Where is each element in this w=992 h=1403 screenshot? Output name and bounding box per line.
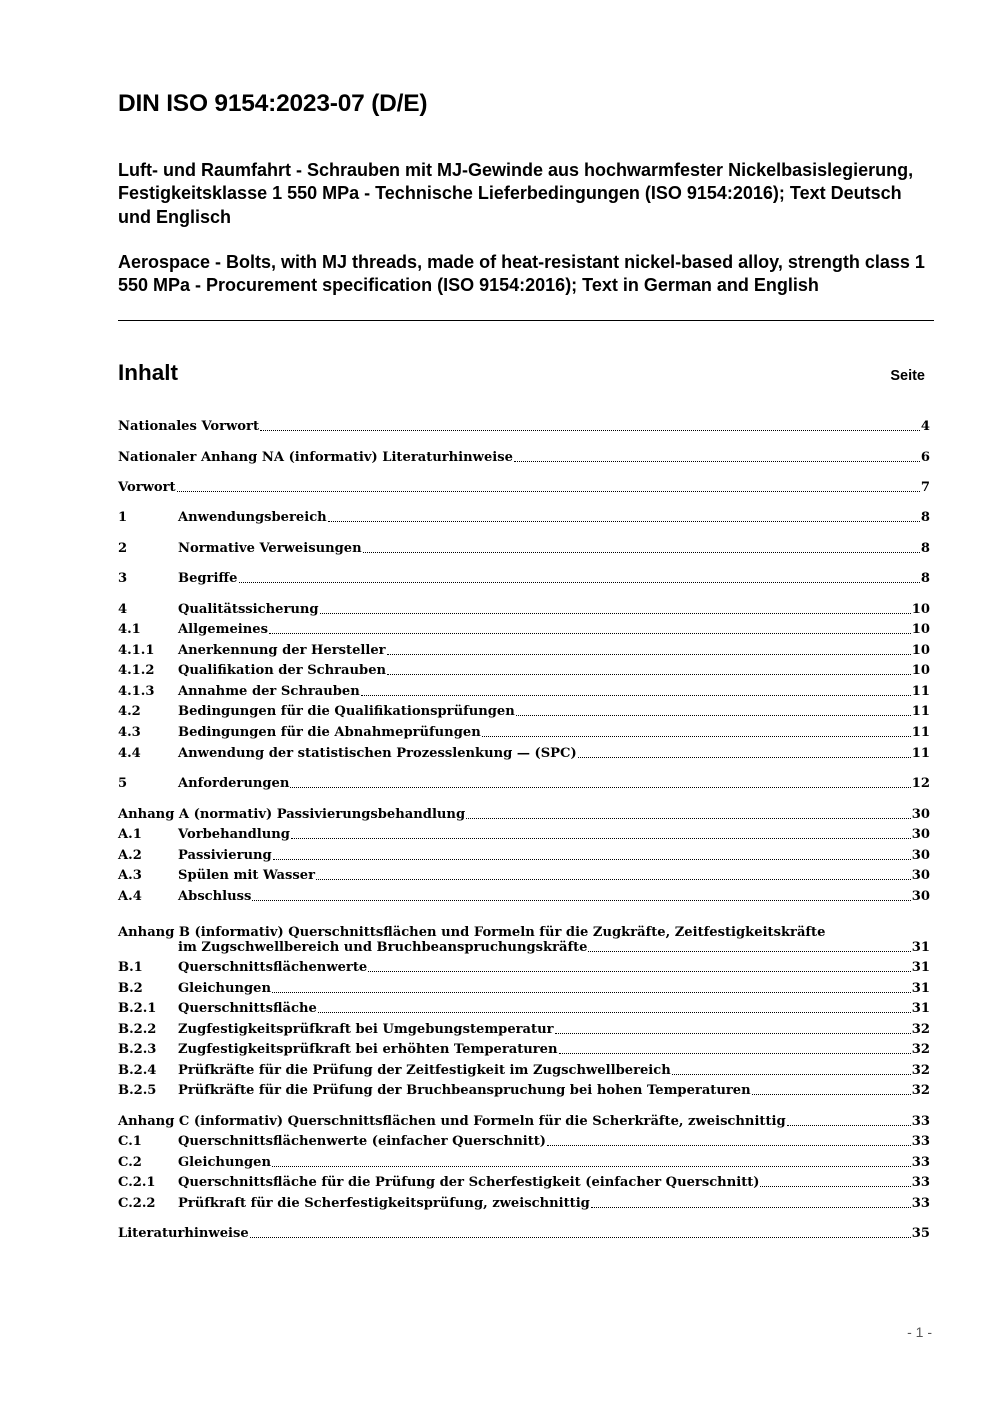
toc-leader-dots	[290, 787, 910, 788]
toc-entry-number: 4.1.2	[118, 663, 155, 678]
toc-entry[interactable]	[118, 639, 930, 658]
toc-entry-number: 4.1	[118, 622, 141, 637]
toc-entry-title: Nationaler Anhang NA (informativ) Literaturhinweise	[118, 450, 513, 465]
toc-entry-page: 8	[920, 510, 930, 525]
toc-entry-page: 33	[911, 1196, 930, 1211]
document-title: DIN ISO 9154:2023-07 (D/E)	[118, 90, 428, 117]
toc-entry-number: A.4	[118, 889, 142, 904]
toc-entry[interactable]	[118, 823, 930, 842]
toc-entry-title: Normative Verweisungen	[178, 541, 362, 556]
toc-leader-dots	[269, 633, 911, 634]
toc-entry-page: 8	[920, 571, 930, 586]
toc-entry-number: C.2.1	[118, 1175, 156, 1190]
toc-entry-page: 33	[911, 1155, 930, 1170]
title-english: Aerospace - Bolts, with MJ threads, made of heat-resistant nickel-based alloy, strength class 1 550 MPa - Procurement specification (ISO 9154:2016); Text in German and English	[118, 252, 925, 296]
toc-leader-dots	[291, 838, 911, 839]
toc-entry-number: 4.4	[118, 746, 141, 761]
toc-entry-title: Anhang A (normativ) Passivierungsbehandlung	[118, 807, 466, 822]
toc-entry-title: Passivierung	[178, 848, 272, 863]
toc-leader-dots	[316, 879, 911, 880]
toc-leader-dots	[578, 757, 911, 758]
toc-leader-dots	[177, 491, 920, 492]
toc-entry-page: 30	[911, 827, 930, 842]
toc-entry[interactable]	[118, 1038, 930, 1057]
toc-entry[interactable]	[118, 1130, 930, 1149]
toc-entry[interactable]	[118, 476, 930, 495]
toc-entry-number: C.2	[118, 1155, 142, 1170]
toc-entry[interactable]	[118, 1192, 930, 1211]
toc-entry[interactable]	[118, 721, 930, 740]
toc-entry-title: Gleichungen	[178, 1155, 271, 1170]
toc-entry[interactable]	[118, 446, 930, 465]
page-number: - 1 -	[907, 1324, 932, 1340]
toc-entry-title: Qualitätssicherung	[178, 602, 319, 617]
toc-entry-number: B.2.5	[118, 1083, 157, 1098]
toc-entry[interactable]	[118, 1171, 930, 1190]
toc-entry-page: 10	[911, 643, 930, 658]
toc-entry[interactable]	[118, 659, 930, 678]
toc-entry-number: 3	[118, 571, 128, 586]
toc-entry-number: 5	[118, 776, 128, 791]
toc-leader-dots	[787, 1125, 911, 1126]
toc-entry-number: A.1	[118, 827, 142, 842]
toc-entry-title: Anhang B (informativ) Querschnittsflächen und Formeln für die Zugkräfte, Zeitfestigkeitskräfte	[118, 925, 826, 940]
toc-entry[interactable]	[118, 956, 930, 975]
toc-entry-number: 4.3	[118, 725, 141, 740]
toc-entry[interactable]	[118, 742, 930, 761]
toc-entry[interactable]	[118, 1222, 930, 1241]
toc-entry-title-continued: im Zugschwellbereich und Bruchbeanspruchungskräfte	[178, 940, 588, 955]
toc-entry-page: 6	[920, 450, 930, 465]
toc-entry-title: Begriffe	[178, 571, 238, 586]
toc-entry-number: 4.1.3	[118, 684, 155, 699]
toc-entry-title: Allgemeines	[178, 622, 268, 637]
toc-entry-title: Gleichungen	[178, 981, 271, 996]
toc-entry-page: 30	[911, 868, 930, 883]
toc-entry-page: 31	[911, 1001, 930, 1016]
toc-entry-title: Prüfkräfte für die Prüfung der Bruchbeanspruchung bei hohen Temperaturen	[178, 1083, 751, 1098]
toc-entry-number: 1	[118, 510, 128, 525]
toc-entry[interactable]	[118, 618, 930, 637]
toc-entry-page: 4	[920, 419, 930, 434]
toc-entry-title: Anforderungen	[178, 776, 290, 791]
toc-leader-dots	[272, 992, 911, 993]
toc-entry[interactable]	[118, 915, 930, 955]
toc-entry[interactable]	[118, 415, 930, 434]
toc-entry-page: 33	[911, 1114, 930, 1129]
toc-entry-number: B.2	[118, 981, 143, 996]
toc-leader-dots	[368, 971, 911, 972]
toc-entry-title: Prüfkraft für die Scherfestigkeitsprüfung, zweischnittig	[178, 1196, 590, 1211]
toc-entry-title: Nationales Vorwort	[118, 419, 259, 434]
toc-entry-number: B.2.3	[118, 1042, 157, 1057]
toc-entry[interactable]	[118, 803, 930, 822]
toc-entry-title: Bedingungen für die Abnahmeprüfungen	[178, 725, 481, 740]
toc-entry-page: 8	[920, 541, 930, 556]
toc-entry-page: 32	[911, 1022, 930, 1037]
toc-leader-dots	[320, 613, 911, 614]
toc-leader-dots	[672, 1074, 911, 1075]
toc-entry-page: 10	[911, 622, 930, 637]
toc-entry-title: Abschluss	[178, 889, 252, 904]
toc-leader-dots	[387, 654, 911, 655]
toc-entry-page: 30	[911, 848, 930, 863]
toc-entry[interactable]	[118, 864, 930, 883]
toc-entry-title: Querschnittsfläche	[178, 1001, 317, 1016]
toc-entry-page: 31	[911, 960, 930, 975]
toc-leader-dots	[361, 695, 911, 696]
toc-page-column-label: Seite	[890, 368, 925, 384]
toc-entry-title: Vorwort	[118, 480, 176, 495]
toc-entry-page: 32	[911, 1042, 930, 1057]
toc-entry-number: B.2.4	[118, 1063, 157, 1078]
toc-leader-dots	[555, 1033, 911, 1034]
toc-entry-page: 10	[911, 663, 930, 678]
toc-entry-number: 2	[118, 541, 128, 556]
toc-entry-number: B.1	[118, 960, 143, 975]
toc-entry-page: 11	[911, 704, 930, 719]
toc-entry-number: C.1	[118, 1134, 142, 1149]
toc-entry-number: B.2.2	[118, 1022, 157, 1037]
toc-entry-title: Vorbehandlung	[178, 827, 290, 842]
toc-entry-page: 31	[911, 981, 930, 996]
toc-leader-dots	[591, 1207, 911, 1208]
toc-entry-title: Zugfestigkeitsprüfkraft bei Umgebungstemperatur	[178, 1022, 554, 1037]
toc-leader-dots	[260, 430, 920, 431]
toc-entry-page: 32	[911, 1063, 930, 1078]
toc-entry[interactable]	[118, 700, 930, 719]
toc-entry-page: 11	[911, 746, 930, 761]
toc-entry-page: 30	[911, 889, 930, 904]
toc-entry[interactable]	[118, 567, 930, 586]
toc-entry-title: Anwendungsbereich	[178, 510, 327, 525]
toc-entry[interactable]	[118, 885, 930, 904]
toc-leader-dots	[760, 1186, 910, 1187]
toc-leader-dots	[588, 951, 910, 952]
toc-leader-dots	[318, 1012, 911, 1013]
toc-entry-page: 33	[911, 1134, 930, 1149]
toc-entry[interactable]	[118, 537, 930, 556]
toc-entry-title: Literaturhinweise	[118, 1226, 249, 1241]
toc-entry-number: B.2.1	[118, 1001, 157, 1016]
toc-entry-page: 11	[911, 725, 930, 740]
toc-leader-dots	[516, 715, 911, 716]
toc-entry-page: 35	[911, 1226, 930, 1241]
toc-entry-page: 32	[911, 1083, 930, 1098]
toc-entry[interactable]	[118, 772, 930, 791]
toc-entry[interactable]	[118, 1079, 930, 1098]
toc-entry-number: 4.1.1	[118, 643, 155, 658]
toc-entry-number: A.3	[118, 868, 142, 883]
toc-entry-title: Querschnittsfläche für die Prüfung der Scherfestigkeit (einfacher Querschnitt)	[178, 1175, 760, 1190]
toc-entry-title: Querschnittsflächenwerte	[178, 960, 368, 975]
toc-entry-title: Annahme der Schrauben	[178, 684, 360, 699]
toc-entry-title: Bedingungen für die Qualifikationsprüfungen	[178, 704, 515, 719]
toc-entry[interactable]	[118, 1059, 930, 1078]
toc-entry-page: 11	[911, 684, 930, 699]
toc-entry[interactable]	[118, 1018, 930, 1037]
toc-entry-page: 7	[920, 480, 930, 495]
toc-entry-number: A.2	[118, 848, 142, 863]
toc-entry-page: 10	[911, 602, 930, 617]
title-divider	[118, 320, 934, 321]
toc-entry-number: C.2.2	[118, 1196, 156, 1211]
toc-leader-dots	[387, 674, 911, 675]
toc-leader-dots	[273, 859, 911, 860]
toc-entry-page: 12	[911, 776, 930, 791]
toc-leader-dots	[272, 1166, 911, 1167]
toc-entry-title: Anhang C (informativ) Querschnittsflächen und Formeln für die Scherkräfte, zweischnittig	[118, 1114, 786, 1129]
toc-leader-dots	[239, 582, 920, 583]
toc-entry-page: 33	[911, 1175, 930, 1190]
toc-entry[interactable]	[118, 977, 930, 996]
toc-entry-title: Spülen mit Wasser	[178, 868, 315, 883]
toc-leader-dots	[514, 461, 920, 462]
toc-leader-dots	[328, 521, 920, 522]
toc-leader-dots	[363, 552, 920, 553]
toc-entry[interactable]	[118, 1151, 930, 1170]
toc-entry[interactable]	[118, 844, 930, 863]
toc-entry[interactable]	[118, 680, 930, 699]
title-german: Luft- und Raumfahrt - Schrauben mit MJ-Gewinde aus hochwarmfester Nickelbasislegierung, Festigkeitsklasse 1 550 MPa - Technische Lieferbedingungen (ISO 9154:2016); Text Deutsch und Englisch	[118, 160, 914, 227]
toc-leader-dots	[250, 1237, 911, 1238]
toc-entry[interactable]	[118, 598, 930, 617]
toc-entry-title: Prüfkräfte für die Prüfung der Zeitfestigkeit im Zugschwellbereich	[178, 1063, 671, 1078]
toc-entry[interactable]	[118, 1110, 930, 1129]
toc-entry[interactable]	[118, 997, 930, 1016]
toc-entry-title: Querschnittsflächenwerte (einfacher Querschnitt)	[178, 1134, 546, 1149]
toc-entry-number: 4.2	[118, 704, 141, 719]
toc-entry-number: 4	[118, 602, 128, 617]
toc-leader-dots	[547, 1145, 911, 1146]
toc-leader-dots	[252, 900, 910, 901]
toc-leader-dots	[752, 1094, 911, 1095]
toc-entry-page: 31	[911, 940, 930, 955]
toc-entry-title: Zugfestigkeitsprüfkraft bei erhöhten Temperaturen	[178, 1042, 558, 1057]
toc-heading: Inhalt	[118, 360, 178, 385]
toc-entry-title: Anerkennung der Hersteller	[178, 643, 386, 658]
toc-leader-dots	[559, 1053, 911, 1054]
toc-entry[interactable]	[118, 506, 930, 525]
toc-leader-dots	[466, 818, 911, 819]
toc-leader-dots	[482, 736, 911, 737]
toc-entry-title: Qualifikation der Schrauben	[178, 663, 387, 678]
toc-entry-title: Anwendung der statistischen Prozesslenkung — (SPC)	[178, 746, 577, 761]
toc-entry-page: 30	[911, 807, 930, 822]
